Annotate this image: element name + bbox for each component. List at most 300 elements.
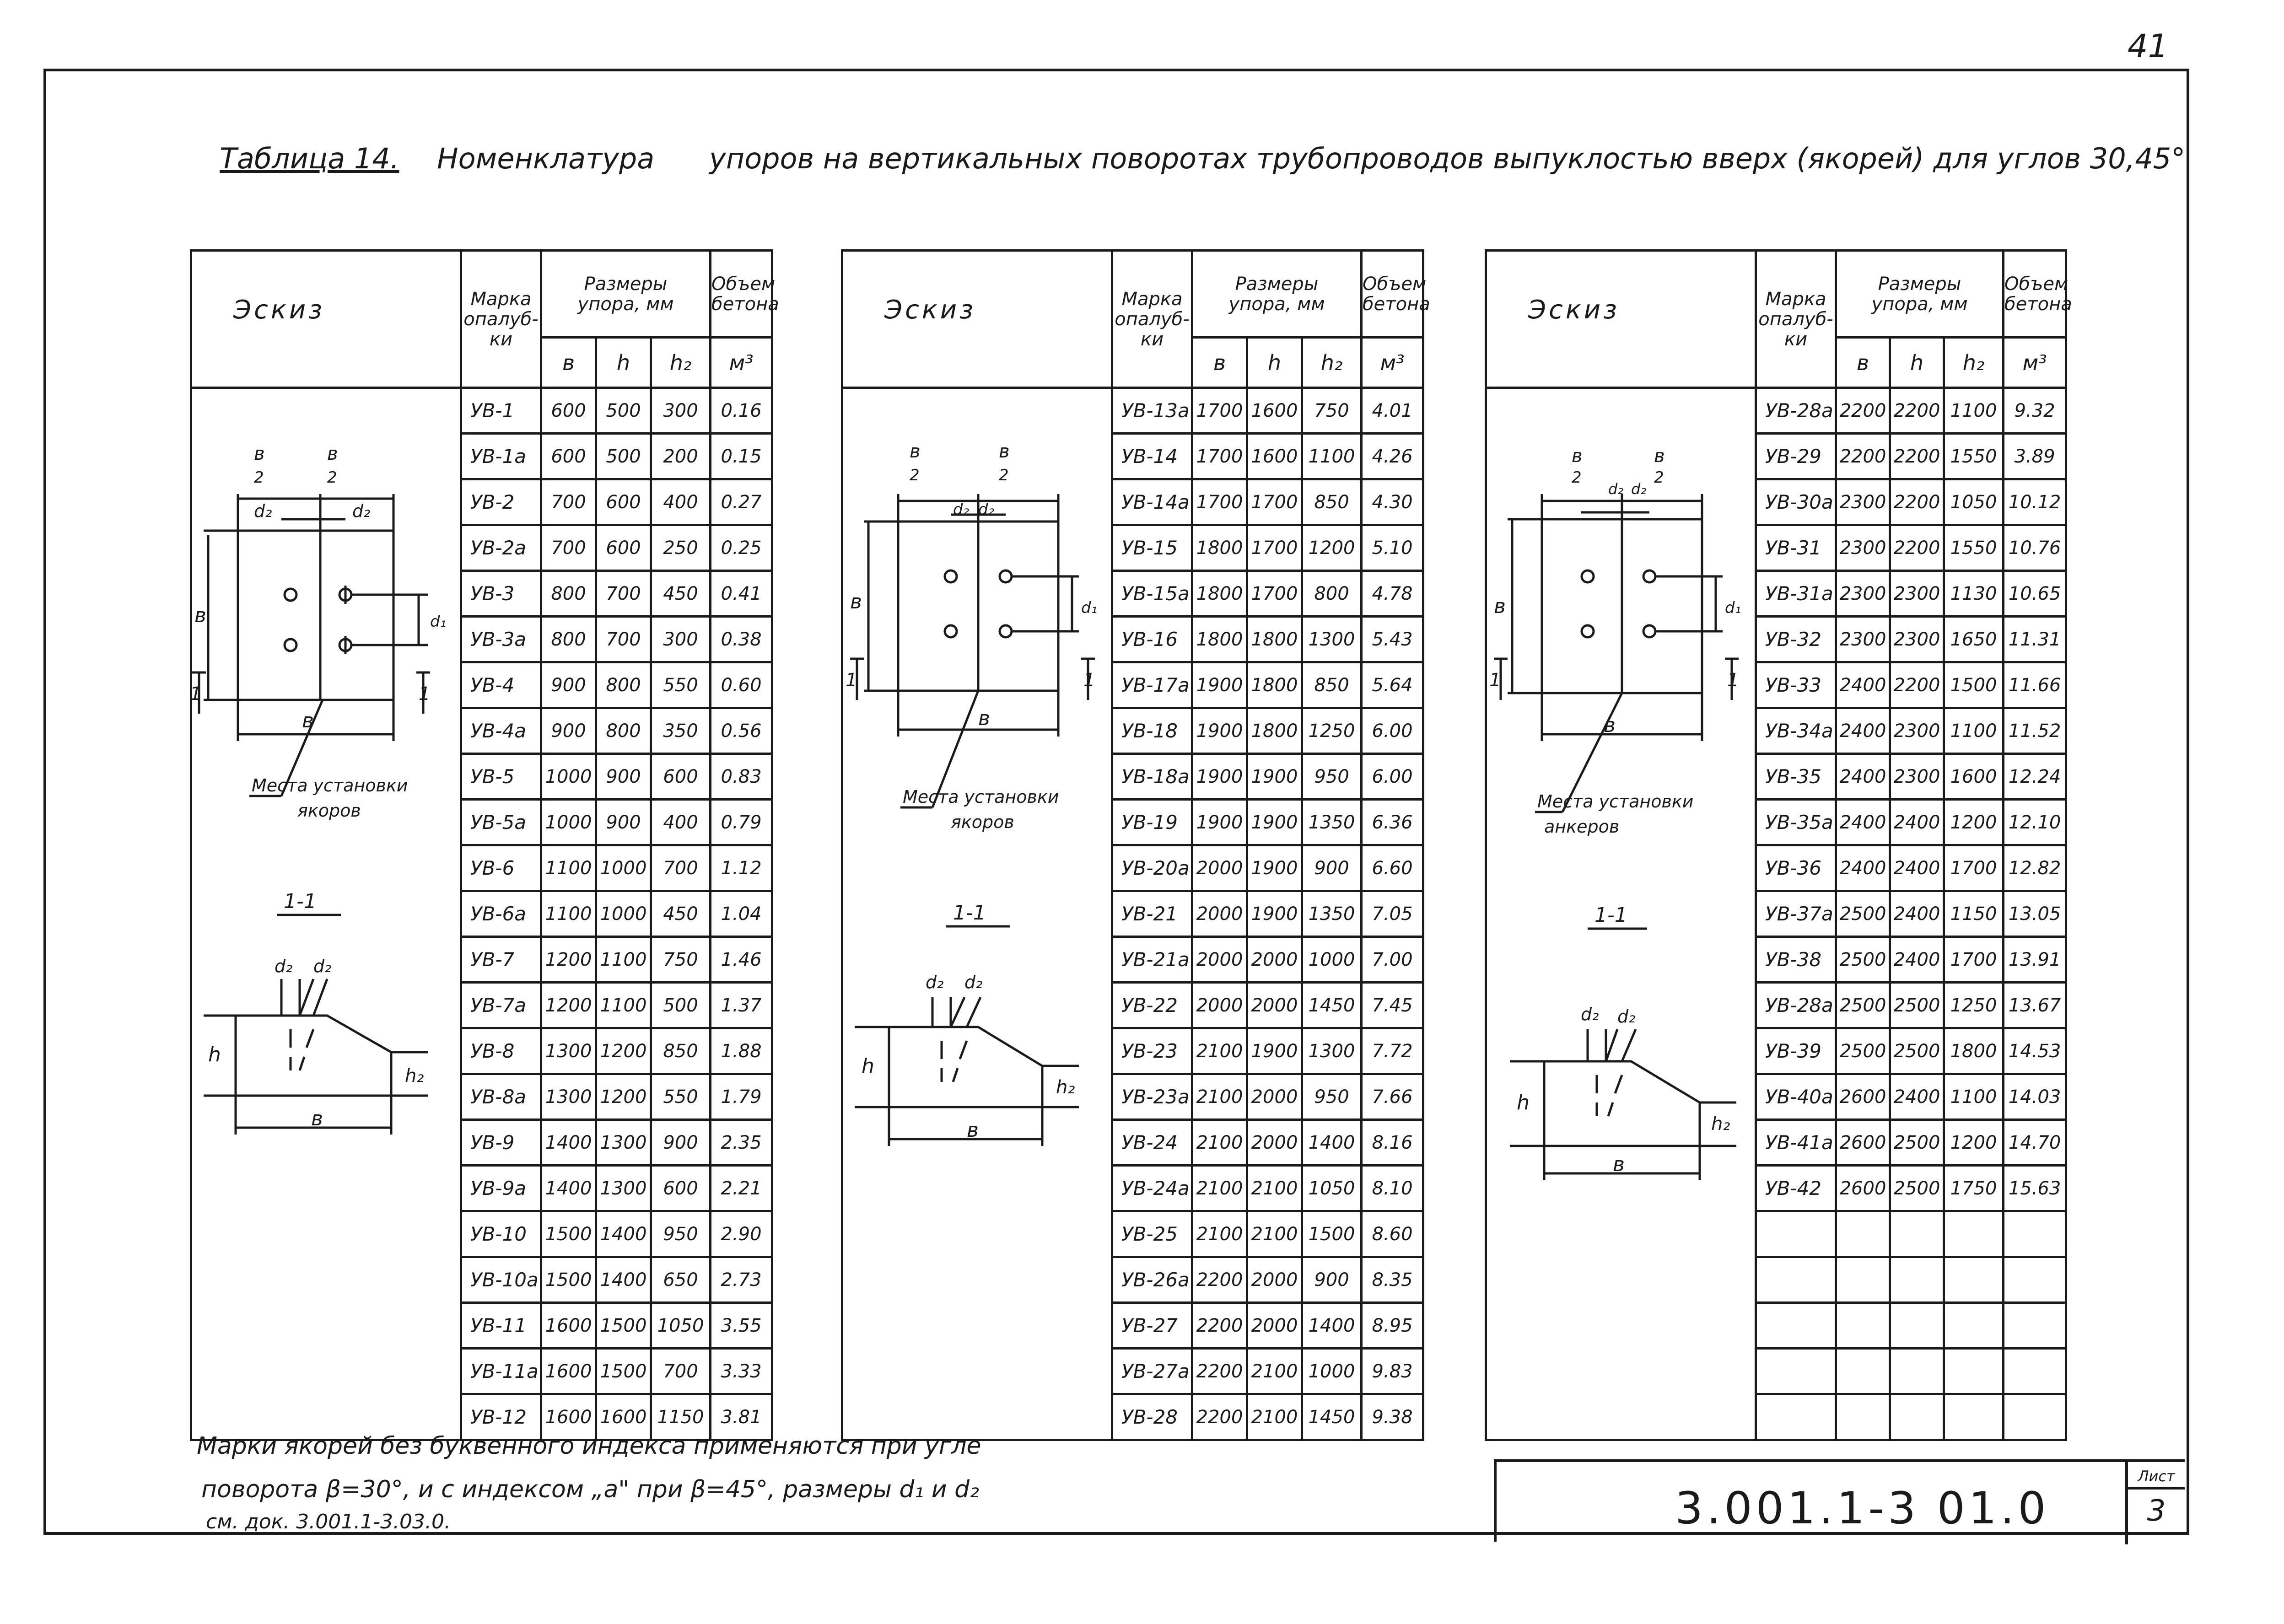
volume-header: Объем бетона: [711, 251, 772, 338]
half-b-label-left: в: [254, 443, 265, 464]
b-cell: [1836, 1211, 1890, 1257]
b-cell: 2000: [1192, 845, 1247, 891]
corner-page-mark: 41: [2128, 27, 2169, 65]
h-cell: 1900: [1247, 800, 1302, 845]
b-cell: 1900: [1192, 754, 1247, 800]
h2-cell: 1050: [1302, 1166, 1362, 1211]
section-d2-label-b: d₂: [313, 956, 332, 976]
h-cell: 1600: [1247, 388, 1302, 434]
b-cell: 1400: [541, 1166, 596, 1211]
col-m3-header: м³: [711, 338, 772, 388]
mark-cell: УВ-11: [461, 1303, 541, 1349]
anchor-sketch-3: [1485, 384, 1755, 1395]
h-cell: 2100: [1247, 1166, 1302, 1211]
volume-cell: 11.66: [2004, 662, 2066, 708]
b-cell: 1900: [1192, 800, 1247, 845]
mark-cell: УВ-38: [1756, 937, 1836, 983]
d2-label-left: d₂: [953, 500, 970, 519]
h-cell: 2100: [1247, 1394, 1302, 1440]
h2-cell: 700: [651, 845, 711, 891]
mark-cell: УВ-31а: [1756, 571, 1836, 617]
mark-cell: УВ-24: [1112, 1120, 1192, 1166]
volume-cell: 1.46: [711, 937, 772, 983]
h2-cell: 1500: [1944, 662, 2004, 708]
half-b-den-left: 2: [910, 466, 920, 484]
mark-cell: УВ-25: [1112, 1211, 1192, 1257]
col-b-header: в: [1192, 338, 1247, 388]
mark-cell: УВ-39: [1756, 1028, 1836, 1074]
mark-cell: УВ-27а: [1112, 1349, 1192, 1394]
half-b-den-right: 2: [327, 468, 337, 487]
b-cell: 700: [541, 479, 596, 525]
mark-cell: УВ-41а: [1756, 1120, 1836, 1166]
b-cell: 800: [541, 571, 596, 617]
h-cell: 1900: [1247, 845, 1302, 891]
mark-cell: УВ-34а: [1756, 708, 1836, 754]
section-h2-label: h₂: [1056, 1077, 1075, 1098]
h-cell: 1700: [1247, 479, 1302, 525]
mark-cell: УВ-5а: [461, 800, 541, 845]
volume-cell: [2004, 1303, 2066, 1349]
h-cell: 2400: [1890, 1074, 1944, 1120]
volume-header: Объем бетона: [1362, 251, 1423, 338]
h2-cell: 850: [1302, 479, 1362, 525]
h-cell: [1890, 1349, 1944, 1394]
half-b-den-left: 2: [1572, 468, 1582, 487]
title-block: [1494, 1459, 2185, 1542]
mark-cell: УВ-3: [461, 571, 541, 617]
b-cell: 800: [541, 617, 596, 662]
mark-cell: УВ-18: [1112, 708, 1192, 754]
b-cell: 2300: [1836, 617, 1890, 662]
b-cell: 2400: [1836, 708, 1890, 754]
h2-cell: 1500: [1302, 1211, 1362, 1257]
d1-label: d₁: [430, 613, 447, 631]
volume-cell: 0.41: [711, 571, 772, 617]
volume-cell: 13.05: [2004, 891, 2066, 937]
h-cell: 2000: [1247, 1074, 1302, 1120]
h2-cell: 500: [651, 983, 711, 1028]
h2-cell: 1450: [1302, 1394, 1362, 1440]
h-cell: 1500: [596, 1349, 651, 1394]
h2-cell: 350: [651, 708, 711, 754]
volume-cell: 1.37: [711, 983, 772, 1028]
h2-cell: 600: [651, 1166, 711, 1211]
h2-cell: 1550: [1944, 434, 2004, 479]
mark-header: Марка опалуб- ки: [1112, 251, 1192, 388]
mark-cell: УВ-8: [461, 1028, 541, 1074]
section-b-label: в: [1613, 1153, 1625, 1176]
h-cell: 1100: [596, 937, 651, 983]
h-cell: 1300: [596, 1166, 651, 1211]
h2-cell: 900: [651, 1120, 711, 1166]
volume-cell: [2004, 1211, 2066, 1257]
h2-cell: [1944, 1303, 2004, 1349]
mark-cell: [1756, 1349, 1836, 1394]
mark-cell: УВ-27: [1112, 1303, 1192, 1349]
anchor-place-label: Места установки: [252, 775, 408, 796]
b-cell: 1500: [541, 1257, 596, 1303]
d2-label-left: d₂: [254, 501, 272, 521]
mark-cell: УВ-12: [461, 1394, 541, 1440]
b-cell: 1800: [1192, 525, 1247, 571]
h2-cell: 1350: [1302, 800, 1362, 845]
section-b-label: в: [967, 1119, 979, 1142]
section-mark-left: 1: [846, 670, 857, 691]
h-cell: 2300: [1890, 617, 1944, 662]
b-cell: 2300: [1836, 571, 1890, 617]
col-b-header: в: [541, 338, 596, 388]
col-h-header: h: [1890, 338, 1944, 388]
caption-description: упоров на вертикальных поворотах трубопроводов выпуклостью вверх (якорей) для углов 30,45°: [709, 142, 2186, 175]
mark-cell: УВ-28а: [1756, 983, 1836, 1028]
b-cell: 2600: [1836, 1120, 1890, 1166]
mark-cell: УВ-36: [1756, 845, 1836, 891]
h2-cell: 1100: [1302, 434, 1362, 479]
sketch-header: Эскиз: [1486, 251, 1756, 388]
h2-cell: 600: [651, 754, 711, 800]
anchor-place-label-2: якоров: [951, 812, 1014, 832]
h2-cell: 250: [651, 525, 711, 571]
h-cell: 2000: [1247, 983, 1302, 1028]
mark-cell: УВ-10: [461, 1211, 541, 1257]
volume-cell: 13.67: [2004, 983, 2066, 1028]
volume-cell: 0.27: [711, 479, 772, 525]
b-cell: 2600: [1836, 1074, 1890, 1120]
h-cell: 1200: [596, 1028, 651, 1074]
b-cell: 2100: [1192, 1028, 1247, 1074]
volume-cell: 0.83: [711, 754, 772, 800]
h2-cell: 1200: [1944, 800, 2004, 845]
h2-cell: 1250: [1302, 708, 1362, 754]
anchor-place-label-2: анкеров: [1544, 817, 1620, 837]
h-cell: 2200: [1890, 662, 1944, 708]
h2-cell: 1100: [1944, 388, 2004, 434]
section-mark-left: 1: [1489, 670, 1501, 691]
volume-cell: 13.91: [2004, 937, 2066, 983]
h2-cell: 1700: [1944, 845, 2004, 891]
anchor-sketch-2: [841, 384, 1111, 1395]
h2-cell: 400: [651, 800, 711, 845]
h2-cell: 750: [651, 937, 711, 983]
h2-cell: 200: [651, 434, 711, 479]
mark-cell: [1756, 1257, 1836, 1303]
b-cell: 1600: [541, 1349, 596, 1394]
anchor-place-label: Места установки: [903, 787, 1059, 807]
h-cell: 1700: [1247, 525, 1302, 571]
h-cell: 2200: [1890, 388, 1944, 434]
b-cell: 2400: [1836, 845, 1890, 891]
h-cell: 2300: [1890, 754, 1944, 800]
h2-cell: 450: [651, 891, 711, 937]
volume-cell: 8.10: [1362, 1166, 1423, 1211]
b-cell: 900: [541, 662, 596, 708]
sheet-label: Лист: [2138, 1468, 2175, 1485]
volume-cell: 5.10: [1362, 525, 1423, 571]
volume-cell: 5.64: [1362, 662, 1423, 708]
h-cell: 1000: [596, 845, 651, 891]
sheet-box: [2125, 1462, 2185, 1544]
h2-cell: 300: [651, 388, 711, 434]
col-m3-header: м³: [2004, 338, 2066, 388]
mark-cell: УВ-14: [1112, 434, 1192, 479]
h-cell: 2000: [1247, 1303, 1302, 1349]
half-b-label-right: в: [327, 443, 338, 464]
h-cell: 1400: [596, 1211, 651, 1257]
volume-cell: 0.16: [711, 388, 772, 434]
volume-cell: 9.32: [2004, 388, 2066, 434]
half-b-den-right: 2: [999, 466, 1009, 484]
mark-cell: УВ-7а: [461, 983, 541, 1028]
footnote-line-3: см. док. 3.001.1-3.03.0.: [206, 1510, 451, 1533]
h2-cell: 1100: [1944, 1074, 2004, 1120]
volume-cell: 0.56: [711, 708, 772, 754]
mark-cell: УВ-24а: [1112, 1166, 1192, 1211]
mark-cell: УВ-15: [1112, 525, 1192, 571]
volume-cell: 0.15: [711, 434, 772, 479]
b-cell: 1600: [541, 1394, 596, 1440]
b-cell: 2500: [1836, 1028, 1890, 1074]
b-cell: 1800: [1192, 617, 1247, 662]
volume-cell: 7.05: [1362, 891, 1423, 937]
h2-cell: 1650: [1944, 617, 2004, 662]
h-cell: 800: [596, 708, 651, 754]
half-b-den-left: 2: [254, 468, 264, 487]
mark-cell: УВ-11а: [461, 1349, 541, 1394]
b-cell: 1300: [541, 1074, 596, 1120]
anchor-place-label: Места установки: [1537, 791, 1694, 812]
b-cell: 2200: [1836, 388, 1890, 434]
h2-cell: 450: [651, 571, 711, 617]
h-cell: 1100: [596, 983, 651, 1028]
volume-cell: 14.53: [2004, 1028, 2066, 1074]
h2-cell: 900: [1302, 1257, 1362, 1303]
b-cell: 900: [541, 708, 596, 754]
b-cell: 2500: [1836, 983, 1890, 1028]
h2-cell: 1700: [1944, 937, 2004, 983]
h2-cell: 800: [1302, 571, 1362, 617]
h-cell: 2400: [1890, 800, 1944, 845]
h2-cell: 400: [651, 479, 711, 525]
mark-cell: УВ-6а: [461, 891, 541, 937]
b-cell: 2100: [1192, 1166, 1247, 1211]
mark-cell: УВ-35: [1756, 754, 1836, 800]
col-b-header: в: [1836, 338, 1890, 388]
h2-cell: 550: [651, 662, 711, 708]
section-mark-right: 1: [1083, 670, 1095, 691]
h2-cell: 1150: [1944, 891, 2004, 937]
h2-cell: 1130: [1944, 571, 2004, 617]
h2-cell: 1300: [1302, 617, 1362, 662]
mark-cell: УВ-35а: [1756, 800, 1836, 845]
h2-cell: 300: [651, 617, 711, 662]
volume-cell: 9.83: [1362, 1349, 1423, 1394]
half-b-label-left: в: [910, 441, 921, 462]
section-h-label: h: [862, 1054, 874, 1078]
mark-cell: УВ-6: [461, 845, 541, 891]
mark-cell: УВ-20а: [1112, 845, 1192, 891]
anchor-sketch-1: [190, 384, 460, 1395]
volume-cell: 1.12: [711, 845, 772, 891]
mark-cell: УВ-8а: [461, 1074, 541, 1120]
volume-cell: 15.63: [2004, 1166, 2066, 1211]
col-h2-header: h₂: [651, 338, 711, 388]
table-label: Таблица 14.: [220, 142, 399, 175]
b-cell: 2500: [1836, 891, 1890, 937]
mark-cell: УВ-10а: [461, 1257, 541, 1303]
volume-cell: 6.00: [1362, 708, 1423, 754]
volume-cell: 4.30: [1362, 479, 1423, 525]
h-cell: 1600: [596, 1394, 651, 1440]
b-cell: 1800: [1192, 571, 1247, 617]
mark-cell: УВ-23: [1112, 1028, 1192, 1074]
h-cell: 2200: [1890, 434, 1944, 479]
b-cell: 1000: [541, 800, 596, 845]
b-cell: 2200: [1192, 1394, 1247, 1440]
h2-cell: 850: [651, 1028, 711, 1074]
b-cell: 1000: [541, 754, 596, 800]
b-label-vertical: в: [194, 604, 206, 627]
h-cell: 2500: [1890, 1120, 1944, 1166]
volume-cell: 10.76: [2004, 525, 2066, 571]
h-cell: 2300: [1890, 708, 1944, 754]
dims-header: Размеры упора, мм: [1836, 251, 2004, 338]
h-cell: 600: [596, 479, 651, 525]
h2-cell: 950: [1302, 754, 1362, 800]
anchor-sketch-svg-2: [841, 384, 1111, 1395]
h-cell: 2500: [1890, 983, 1944, 1028]
volume-cell: 10.65: [2004, 571, 2066, 617]
mark-cell: УВ-40а: [1756, 1074, 1836, 1120]
h-cell: 1800: [1247, 708, 1302, 754]
h-cell: 2200: [1890, 525, 1944, 571]
b-cell: 2000: [1192, 891, 1247, 937]
mark-cell: УВ-1а: [461, 434, 541, 479]
mark-header: Марка опалуб- ки: [461, 251, 541, 388]
h2-cell: 1150: [651, 1394, 711, 1440]
col-h2-header: h₂: [1944, 338, 2004, 388]
d1-label: d₁: [1081, 599, 1098, 617]
anchor-place-label-2: якоров: [297, 801, 361, 821]
volume-cell: 12.82: [2004, 845, 2066, 891]
d2-label-left: d₂: [1608, 480, 1624, 498]
h2-cell: 850: [1302, 662, 1362, 708]
h2-cell: 1000: [1302, 1349, 1362, 1394]
volume-cell: 6.00: [1362, 754, 1423, 800]
volume-cell: 11.52: [2004, 708, 2066, 754]
b-cell: 1700: [1192, 388, 1247, 434]
mark-cell: УВ-37а: [1756, 891, 1836, 937]
volume-cell: [2004, 1394, 2066, 1440]
volume-cell: 6.36: [1362, 800, 1423, 845]
mark-cell: УВ-19: [1112, 800, 1192, 845]
h2-cell: 650: [651, 1257, 711, 1303]
h-cell: 1800: [1247, 662, 1302, 708]
volume-cell: 6.60: [1362, 845, 1423, 891]
h2-cell: 1550: [1944, 525, 2004, 571]
h2-cell: 1200: [1944, 1120, 2004, 1166]
dims-header: Размеры упора, мм: [541, 251, 711, 338]
b-cell: 2400: [1836, 800, 1890, 845]
h-cell: 1200: [596, 1074, 651, 1120]
h-cell: 1900: [1247, 754, 1302, 800]
d2-label-right: d₂: [352, 501, 371, 521]
h2-cell: [1944, 1211, 2004, 1257]
b-cell: 2100: [1192, 1120, 1247, 1166]
table-caption: [220, 142, 2187, 197]
volume-cell: 8.16: [1362, 1120, 1423, 1166]
volume-cell: 1.04: [711, 891, 772, 937]
footnote-line-1: Марки якорей без буквенного индекса применяются при угле: [197, 1432, 981, 1460]
volume-header: Объем бетона: [2004, 251, 2066, 338]
mark-cell: УВ-4а: [461, 708, 541, 754]
d2-label-right: d₂: [1631, 480, 1647, 498]
h-cell: 2100: [1247, 1211, 1302, 1257]
volume-cell: 0.38: [711, 617, 772, 662]
h2-cell: 1250: [1944, 983, 2004, 1028]
mark-cell: УВ-17а: [1112, 662, 1192, 708]
h-cell: 1500: [596, 1303, 651, 1349]
mark-cell: УВ-9: [461, 1120, 541, 1166]
b-cell: 1900: [1192, 708, 1247, 754]
section-d2-label-a: d₂: [275, 956, 293, 976]
h-cell: 700: [596, 571, 651, 617]
b-label-vertical: в: [1494, 595, 1506, 618]
col-m3-header: м³: [1362, 338, 1423, 388]
half-b-label-left: в: [1572, 446, 1583, 467]
h2-cell: 1400: [1302, 1120, 1362, 1166]
footnote-line-2: поворота β=30°, и с индексом „а" при β=45°, размеры d₁ и d₂: [201, 1476, 979, 1503]
mark-cell: УВ-31: [1756, 525, 1836, 571]
h2-cell: 1400: [1302, 1303, 1362, 1349]
volume-cell: 1.79: [711, 1074, 772, 1120]
b-label-horizontal: в: [978, 707, 990, 730]
h2-cell: 1750: [1944, 1166, 2004, 1211]
anchor-sketch-svg-1: [190, 384, 460, 1395]
h2-cell: 1300: [1302, 1028, 1362, 1074]
mark-header: Марка опалуб- ки: [1756, 251, 1836, 388]
caption-title-word: Номенклатура: [437, 142, 655, 175]
mark-cell: УВ-2: [461, 479, 541, 525]
b-cell: 600: [541, 434, 596, 479]
h-cell: 1600: [1247, 434, 1302, 479]
col-h2-header: h₂: [1302, 338, 1362, 388]
sketch-header: Эскиз: [191, 251, 461, 388]
b-cell: 1100: [541, 891, 596, 937]
section-b-label: в: [311, 1107, 323, 1130]
half-b-label-right: в: [1654, 446, 1665, 467]
b-cell: 2100: [1192, 1074, 1247, 1120]
h-cell: 1400: [596, 1257, 651, 1303]
mark-cell: УВ-30а: [1756, 479, 1836, 525]
h2-cell: 900: [1302, 845, 1362, 891]
d1-label: d₁: [1725, 599, 1741, 617]
volume-cell: 1.88: [711, 1028, 772, 1074]
h2-cell: [1944, 1257, 2004, 1303]
b-cell: 1300: [541, 1028, 596, 1074]
h2-cell: 750: [1302, 388, 1362, 434]
b-label-horizontal: в: [1604, 714, 1616, 737]
h2-cell: 1600: [1944, 754, 2004, 800]
h-cell: 1900: [1247, 891, 1302, 937]
b-cell: 1900: [1192, 662, 1247, 708]
volume-cell: 7.72: [1362, 1028, 1423, 1074]
volume-cell: 2.35: [711, 1120, 772, 1166]
volume-cell: 4.01: [1362, 388, 1423, 434]
h2-cell: 1350: [1302, 891, 1362, 937]
h-cell: 600: [596, 525, 651, 571]
section-d2-label-a: d₂: [926, 972, 944, 992]
